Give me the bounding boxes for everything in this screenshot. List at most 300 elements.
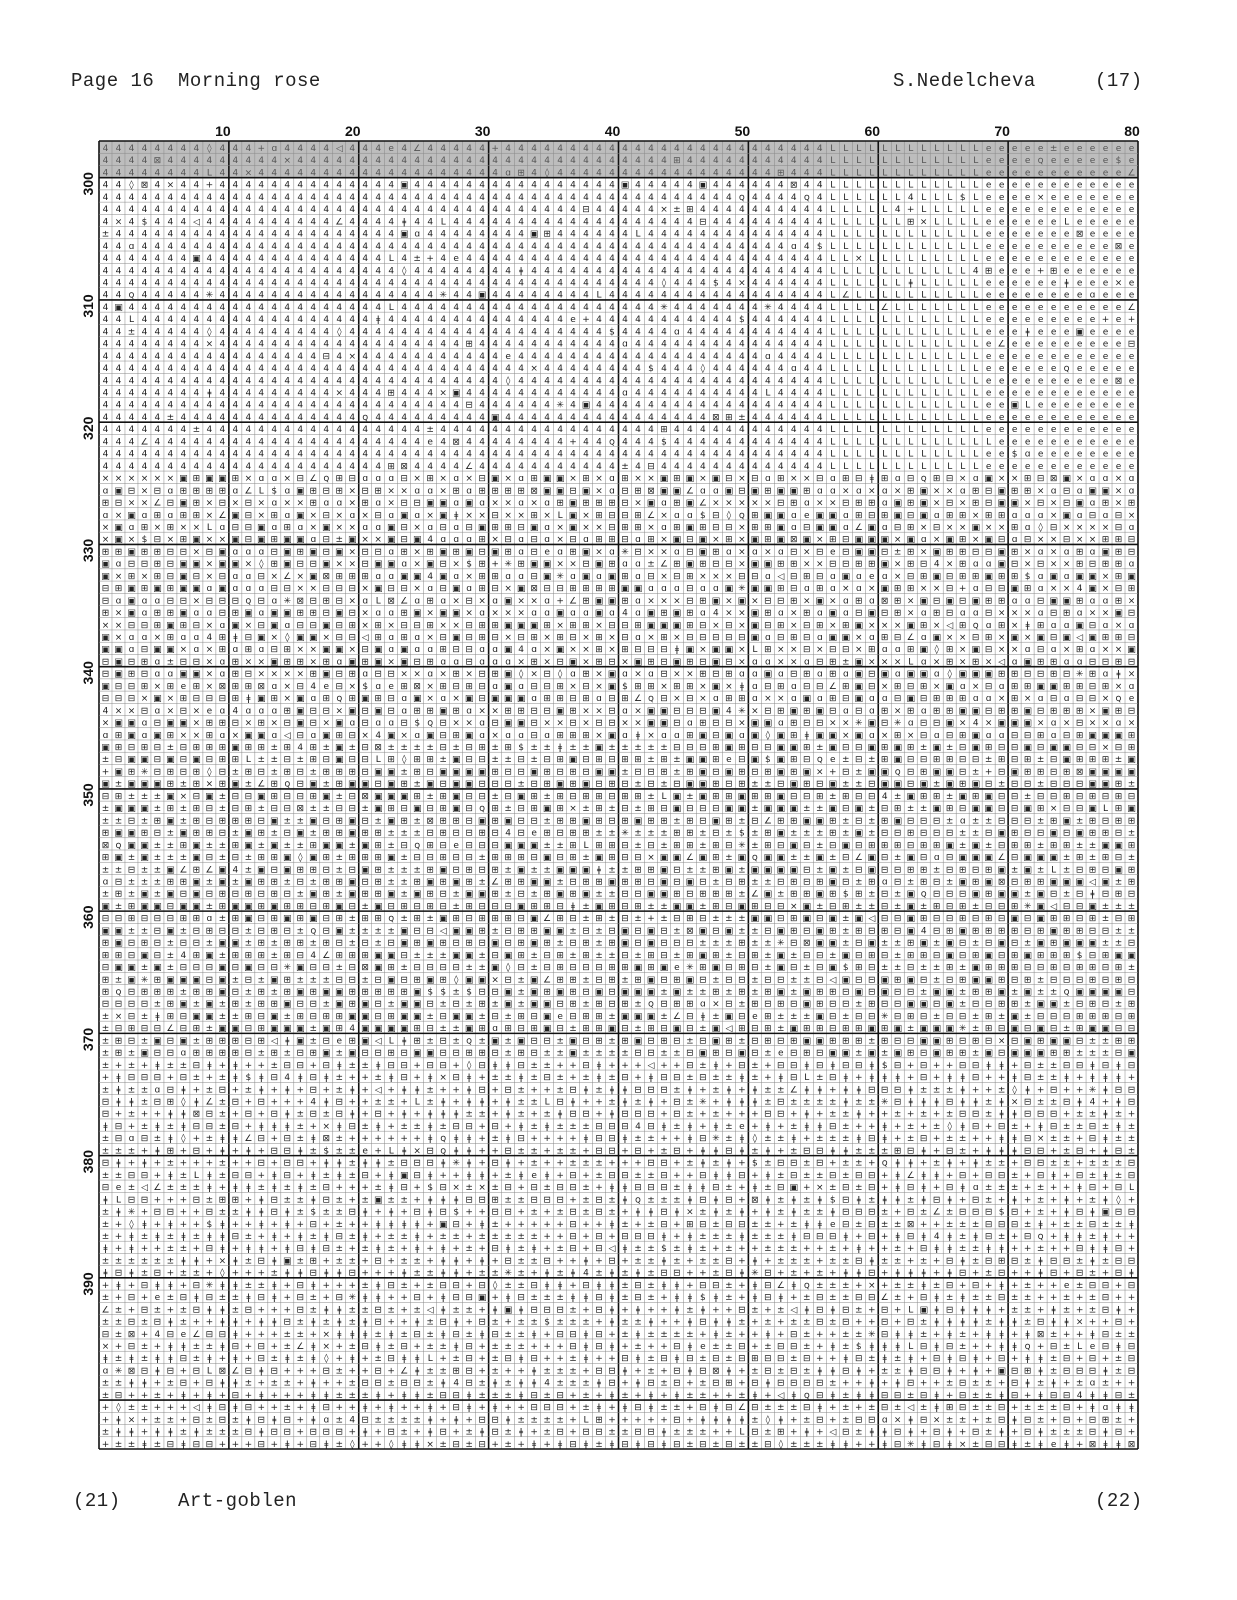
stitch-symbol: 4 <box>648 413 654 423</box>
stitch-symbol: 4 <box>142 291 148 301</box>
stitch-symbol: ⊟ <box>1128 633 1136 643</box>
stitch-symbol: ▣ <box>660 706 669 716</box>
stitch-symbol: ⊟ <box>725 780 733 790</box>
stitch-symbol: ▣ <box>686 474 695 484</box>
stitch-symbol: ɑ <box>1090 474 1096 484</box>
stitch-symbol: ⊟ <box>336 804 344 814</box>
stitch-symbol: ± <box>816 865 824 875</box>
stitch-symbol: e <box>1064 352 1070 362</box>
stitch-symbol: 4 <box>752 181 758 191</box>
stitch-symbol: 4 <box>349 327 355 337</box>
stitch-symbol: ▣ <box>997 486 1006 496</box>
stitch-symbol: 4 <box>336 413 342 423</box>
stitch-symbol: ✳ <box>738 584 746 594</box>
stitch-symbol: ǂ <box>207 389 212 399</box>
stitch-symbol: ⊞ <box>323 853 331 863</box>
stitch-symbol: ɑ <box>336 657 342 667</box>
stitch-symbol: ▣ <box>504 645 513 655</box>
stitch-symbol: ⊞ <box>569 816 577 826</box>
stitch-symbol: ⊞ <box>465 682 473 692</box>
stitch-symbol: × <box>439 389 447 399</box>
stitch-symbol: ⊟ <box>907 572 915 582</box>
stitch-symbol: 4 <box>194 242 200 252</box>
stitch-symbol: ɑ <box>142 609 148 619</box>
stitch-symbol: ⊟ <box>842 743 850 753</box>
stitch-symbol: 4 <box>103 315 109 325</box>
stitch-symbol: ◊ <box>207 326 212 337</box>
stitch-symbol: ▣ <box>374 657 383 667</box>
stitch-symbol: 4 <box>168 340 174 350</box>
stitch-symbol: ▣ <box>478 291 487 301</box>
stitch-symbol: ⊞ <box>413 792 421 802</box>
stitch-symbol: ± <box>530 755 538 765</box>
stitch-symbol: ▣ <box>855 547 864 557</box>
stitch-symbol: L <box>934 205 939 215</box>
stitch-symbol: 4 <box>103 242 109 252</box>
stitch-symbol: ▣ <box>880 535 889 545</box>
stitch-symbol: × <box>790 657 798 667</box>
stitch-symbol: 4 <box>583 230 589 240</box>
stitch-symbol: 4 <box>622 254 628 264</box>
stitch-symbol: 4 <box>661 364 667 374</box>
stitch-symbol: 4 <box>233 156 239 166</box>
stitch-symbol: 4 <box>804 169 810 179</box>
stitch-symbol: ▣ <box>231 902 240 912</box>
stitch-symbol: ⊟ <box>777 633 785 643</box>
stitch-symbol: 4 <box>401 291 407 301</box>
stitch-symbol: e <box>1038 401 1044 411</box>
stitch-symbol: ▣ <box>400 572 409 582</box>
stitch-symbol: ± <box>336 890 344 900</box>
stitch-symbol: e <box>1090 242 1096 252</box>
stitch-symbol: ▣ <box>348 890 357 900</box>
stitch-symbol: ɑ <box>129 242 135 252</box>
stitch-symbol: e <box>1064 425 1070 435</box>
stitch-symbol: ɑ <box>778 670 784 680</box>
stitch-symbol: L <box>856 340 861 350</box>
stitch-symbol: ⊞ <box>284 706 292 716</box>
stitch-symbol: × <box>894 486 902 496</box>
stitch-symbol: ▣ <box>816 853 825 863</box>
stitch-symbol: ± <box>647 755 655 765</box>
stitch-symbol: ɑ <box>375 499 381 509</box>
stitch-symbol: 4 <box>713 389 719 399</box>
stitch-symbol: ⊟ <box>1050 523 1058 533</box>
stitch-symbol: ⊟ <box>673 878 681 888</box>
stitch-symbol: 4 <box>817 230 823 240</box>
stitch-symbol: ± <box>920 743 928 753</box>
stitch-symbol: L <box>856 401 861 411</box>
stitch-symbol: 4 <box>181 401 187 411</box>
stitch-symbol: ⊞ <box>556 694 564 704</box>
stitch-symbol: ⊞ <box>310 841 318 851</box>
stitch-symbol: × <box>491 706 499 716</box>
stitch-symbol: 4 <box>674 303 680 313</box>
stitch-symbol: ⊟ <box>803 841 811 851</box>
stitch-symbol: × <box>193 706 201 716</box>
stitch-symbol: ▣ <box>101 572 110 582</box>
stitch-symbol: ⊟ <box>725 523 733 533</box>
stitch-symbol: ⊞ <box>323 902 331 912</box>
stitch-symbol: ɑ <box>531 645 537 655</box>
stitch-symbol: 4 <box>310 144 316 154</box>
stitch-symbol: ⊞ <box>336 486 344 496</box>
stitch-symbol: 4 <box>583 303 589 313</box>
stitch-symbol: ⊞ <box>803 572 811 582</box>
stitch-symbol: 4 <box>713 340 719 350</box>
stitch-symbol: ▣ <box>1101 706 1110 716</box>
stitch-symbol: 4 <box>674 169 680 179</box>
stitch-symbol: ▣ <box>868 719 877 729</box>
stitch-symbol: 4 <box>362 462 368 472</box>
stitch-symbol: ɑ <box>518 572 524 582</box>
stitch-symbol: e <box>1012 169 1018 179</box>
stitch-symbol: ⊟ <box>673 743 681 753</box>
stitch-symbol: ± <box>621 865 629 875</box>
stitch-symbol: 4 <box>310 682 316 692</box>
stitch-symbol: ɑ <box>258 547 264 557</box>
stitch-symbol: 4 <box>271 242 277 252</box>
stitch-symbol: 4 <box>129 340 135 350</box>
stitch-symbol: L <box>908 401 913 411</box>
stitch-symbol: ⊟ <box>1011 853 1019 863</box>
stitch-symbol: 4 <box>323 279 329 289</box>
stitch-symbol: L <box>830 205 835 215</box>
stitch-symbol: 4 <box>103 205 109 215</box>
stitch-symbol: ⊟ <box>154 486 162 496</box>
stitch-symbol: ɑ <box>544 731 550 741</box>
stitch-symbol: × <box>1115 682 1123 692</box>
stitch-symbol: 4 <box>142 266 148 276</box>
stitch-symbol: L <box>843 169 848 179</box>
stitch-symbol: L <box>986 437 991 447</box>
stitch-symbol: ɑ <box>220 523 226 533</box>
stitch-symbol: e <box>1025 144 1031 154</box>
stitch-symbol: × <box>582 523 590 533</box>
stitch-symbol: ɑ <box>765 633 771 643</box>
stitch-symbol: 4 <box>375 230 381 240</box>
stitch-symbol: ▣ <box>1075 829 1084 839</box>
stitch-symbol: ⊟ <box>712 719 720 729</box>
stitch-symbol: × <box>297 670 305 680</box>
stitch-symbol: 4 <box>349 376 355 386</box>
stitch-symbol: ⊞ <box>920 792 928 802</box>
stitch-symbol: 4 <box>687 352 693 362</box>
stitch-symbol: ▣ <box>829 523 838 533</box>
stitch-symbol: 4 <box>414 217 420 227</box>
stitch-symbol: 4 <box>388 217 394 227</box>
stitch-symbol: 4 <box>479 413 485 423</box>
stitch-symbol: ⊞ <box>452 547 460 557</box>
stitch-symbol: ± <box>868 755 876 765</box>
stitch-symbol: e <box>1012 242 1018 252</box>
stitch-symbol: ▣ <box>673 804 682 814</box>
stitch-symbol: ⊞ <box>400 682 408 692</box>
stitch-symbol: ◊ <box>545 168 550 179</box>
stitch-symbol: L <box>934 230 939 240</box>
stitch-symbol: 4 <box>635 340 641 350</box>
stitch-symbol: 4 <box>492 389 498 399</box>
stitch-symbol: 4 <box>220 279 226 289</box>
stitch-symbol: ▣ <box>880 670 889 680</box>
stitch-symbol: 4 <box>414 193 420 203</box>
stitch-symbol: e <box>1038 230 1044 240</box>
stitch-symbol: ⊠ <box>1115 376 1123 386</box>
stitch-symbol: ▣ <box>361 841 370 851</box>
stitch-symbol: ⊞ <box>790 719 798 729</box>
stitch-symbol: × <box>660 511 668 521</box>
stitch-symbol: $ <box>622 682 628 692</box>
stitch-symbol: 4 <box>596 364 602 374</box>
stitch-symbol: ⊟ <box>452 645 460 655</box>
stitch-symbol: ⊞ <box>193 768 201 778</box>
stitch-symbol: ▣ <box>205 474 214 484</box>
stitch-symbol: ⊞ <box>349 572 357 582</box>
stitch-symbol: e <box>1012 303 1018 313</box>
stitch-symbol: ⊟ <box>1011 743 1019 753</box>
stitch-symbol: 4 <box>168 364 174 374</box>
stitch-symbol: ▣ <box>439 768 448 778</box>
stitch-symbol: 4 <box>375 462 381 472</box>
stitch-symbol: 4 <box>323 315 329 325</box>
stitch-symbol: 4 <box>791 156 797 166</box>
stitch-symbol: 4 <box>349 291 355 301</box>
stitch-symbol: ɑ <box>362 474 368 484</box>
stitch-symbol: L <box>856 193 861 203</box>
stitch-symbol: ▣ <box>153 694 162 704</box>
stitch-symbol: ▣ <box>777 804 786 814</box>
stitch-symbol: × <box>595 486 603 496</box>
stitch-symbol: ɑ <box>1090 291 1096 301</box>
stitch-symbol: e <box>1064 389 1070 399</box>
stitch-symbol: 4 <box>220 327 226 337</box>
stitch-symbol: ⊞ <box>167 523 175 533</box>
stitch-symbol: ⊞ <box>569 547 577 557</box>
stitch-symbol: ɑ <box>1038 547 1044 557</box>
stitch-symbol: 4 <box>791 437 797 447</box>
stitch-symbol: × <box>595 682 603 692</box>
stitch-symbol: ⊟ <box>439 780 447 790</box>
stitch-symbol: ⊞ <box>245 890 253 900</box>
stitch-symbol: e <box>1012 217 1018 227</box>
stitch-symbol: 4 <box>466 376 472 386</box>
stitch-symbol: ⊟ <box>985 829 993 839</box>
stitch-symbol: ⊞ <box>180 694 188 704</box>
stitch-symbol: ▣ <box>608 596 617 606</box>
stitch-symbol: ± <box>297 755 305 765</box>
stitch-symbol: 4 <box>596 156 602 166</box>
stitch-symbol: L <box>895 437 900 447</box>
stitch-symbol: ⊞ <box>258 719 266 729</box>
stitch-symbol: 4 <box>336 425 342 435</box>
stitch-symbol: ⊞ <box>634 755 642 765</box>
stitch-symbol: 4 <box>194 340 200 350</box>
stitch-symbol: 4 <box>297 144 303 154</box>
stitch-symbol: ⊞ <box>881 816 889 826</box>
stitch-symbol: 4 <box>129 279 135 289</box>
stitch-symbol: ▣ <box>712 645 721 655</box>
stitch-symbol: × <box>1024 633 1032 643</box>
stitch-symbol: ▣ <box>101 743 110 753</box>
stitch-symbol: 4 <box>713 156 719 166</box>
stitch-symbol: 4 <box>778 413 784 423</box>
stitch-symbol: × <box>569 474 577 484</box>
stitch-symbol: ± <box>543 841 551 851</box>
stitch-symbol: ⊞ <box>154 609 162 619</box>
stitch-symbol: ⊞ <box>102 499 110 509</box>
stitch-symbol: ± <box>154 804 162 814</box>
stitch-symbol: × <box>115 621 123 631</box>
stitch-symbol: ⊟ <box>128 682 136 692</box>
stitch-symbol: L <box>882 389 887 399</box>
stitch-symbol: 4 <box>609 242 615 252</box>
stitch-symbol: L <box>661 792 666 802</box>
stitch-symbol: ɑ <box>427 584 433 594</box>
stitch-symbol: ⊟ <box>660 670 668 680</box>
stitch-symbol: × <box>167 535 175 545</box>
stitch-symbol: 4 <box>544 364 550 374</box>
stitch-symbol: × <box>868 486 876 496</box>
stitch-symbol: ⊞ <box>569 780 577 790</box>
stitch-symbol: ± <box>1037 780 1045 790</box>
stitch-symbol: × <box>712 499 720 509</box>
stitch-symbol: 4 <box>466 266 472 276</box>
stitch-symbol: 4 <box>246 193 252 203</box>
stitch-symbol: × <box>115 474 123 484</box>
stitch-symbol: e <box>1077 217 1083 227</box>
stitch-symbol: ⊞ <box>803 706 811 716</box>
stitch-symbol: 4 <box>349 181 355 191</box>
stitch-symbol: 4 <box>557 364 563 374</box>
stitch-symbol: 4 <box>557 291 563 301</box>
stitch-symbol: ▣ <box>958 792 967 802</box>
stitch-symbol: × <box>985 719 993 729</box>
stitch-symbol: 4 <box>661 181 667 191</box>
stitch-symbol: ⊟ <box>712 731 720 741</box>
stitch-symbol: e <box>1038 242 1044 252</box>
stitch-symbol: $ <box>817 242 823 252</box>
stitch-symbol: ± <box>1115 878 1123 888</box>
stitch-symbol: ⊟ <box>206 596 214 606</box>
stitch-symbol: × <box>660 547 668 557</box>
stitch-symbol: ⊞ <box>413 706 421 716</box>
stitch-symbol: ⊞ <box>478 633 486 643</box>
stitch-symbol: ɑ <box>674 584 680 594</box>
stitch-symbol: ▣ <box>699 755 708 765</box>
stitch-symbol: ɑ <box>895 474 901 484</box>
stitch-symbol: 4 <box>648 242 654 252</box>
stitch-symbol: L <box>908 242 913 252</box>
stitch-symbol: ⊞ <box>582 792 590 802</box>
stitch-symbol: ⊟ <box>868 511 876 521</box>
stitch-symbol: × <box>206 535 214 545</box>
stitch-symbol: ▣ <box>400 645 409 655</box>
stitch-symbol: ▣ <box>712 682 721 692</box>
stitch-symbol: ▣ <box>725 743 734 753</box>
stitch-symbol: ⊟ <box>349 584 357 594</box>
stitch-symbol: ⊟ <box>699 816 707 826</box>
stitch-symbol: ɑ <box>362 523 368 533</box>
stitch-symbol: ▣ <box>803 768 812 778</box>
stitch-symbol: × <box>206 780 214 790</box>
stitch-symbol: 4 <box>284 181 290 191</box>
stitch-symbol: ⊞ <box>439 878 447 888</box>
stitch-symbol: 4 <box>440 279 446 289</box>
stitch-symbol: ± <box>271 755 279 765</box>
stitch-symbol: × <box>894 657 902 667</box>
stitch-symbol: 4 <box>609 389 615 399</box>
stitch-symbol: ▣ <box>673 792 682 802</box>
stitch-symbol: ⊟ <box>946 474 954 484</box>
stitch-symbol: 4 <box>323 193 329 203</box>
stitch-symbol: 4 <box>181 303 187 313</box>
stitch-symbol: × <box>868 584 876 594</box>
stitch-symbol: ± <box>387 878 395 888</box>
stitch-symbol: ▣ <box>439 572 448 582</box>
stitch-symbol: e <box>1038 352 1044 362</box>
stitch-symbol: ▣ <box>270 609 279 619</box>
stitch-symbol: ◊ <box>947 669 952 680</box>
stitch-symbol: e <box>1064 266 1070 276</box>
stitch-symbol: e <box>1038 425 1044 435</box>
stitch-symbol: ⊟ <box>491 584 499 594</box>
stitch-symbol: ⊟ <box>699 878 707 888</box>
stitch-symbol: ▣ <box>868 865 877 875</box>
stitch-symbol: 4 <box>791 266 797 276</box>
stitch-symbol: ɑ <box>713 694 719 704</box>
stitch-symbol: ⊞ <box>842 621 850 631</box>
stitch-symbol: 4 <box>155 169 161 179</box>
stitch-symbol: ⊞ <box>465 878 473 888</box>
stitch-symbol: 4 <box>778 303 784 313</box>
stitch-symbol: ⊞ <box>816 792 824 802</box>
stitch-symbol: ± <box>426 425 434 435</box>
stitch-symbol: ⊟ <box>1037 706 1045 716</box>
stitch-symbol: ⊟ <box>894 829 902 839</box>
stitch-symbol: ▣ <box>1023 657 1032 667</box>
stitch-symbol: ± <box>426 743 434 753</box>
stitch-symbol: × <box>439 474 447 484</box>
stitch-symbol: L <box>947 376 952 386</box>
stitch-symbol: ▣ <box>971 731 980 741</box>
stitch-symbol: × <box>284 474 292 484</box>
stitch-symbol: ⊞ <box>1115 560 1123 570</box>
stitch-symbol: L <box>129 315 134 325</box>
stitch-symbol: ɑ <box>817 486 823 496</box>
stitch-symbol: ▣ <box>842 572 851 582</box>
stitch-symbol: ⊟ <box>128 657 136 667</box>
stitch-symbol: ɑ <box>1025 596 1031 606</box>
stitch-symbol: ⊟ <box>1024 780 1032 790</box>
stitch-symbol: ▣ <box>504 670 513 680</box>
stitch-symbol: 4 <box>765 217 771 227</box>
stitch-symbol: ⊞ <box>426 902 434 912</box>
stitch-symbol: 4 <box>375 425 381 435</box>
stitch-symbol: × <box>297 584 305 594</box>
stitch-symbol: ▣ <box>192 254 201 264</box>
stitch-symbol: ⊞ <box>829 816 837 826</box>
stitch-symbol: 4 <box>233 254 239 264</box>
stitch-symbol: ⊞ <box>374 694 382 704</box>
stitch-symbol: × <box>959 523 967 533</box>
stitch-symbol: 4 <box>129 401 135 411</box>
stitch-symbol: ⊟ <box>361 706 369 716</box>
stitch-symbol: ɑ <box>453 499 459 509</box>
stitch-symbol: ▣ <box>829 511 838 521</box>
stitch-symbol: 4 <box>207 156 213 166</box>
stitch-symbol: ⊞ <box>933 841 941 851</box>
stitch-symbol: L <box>1025 401 1030 411</box>
